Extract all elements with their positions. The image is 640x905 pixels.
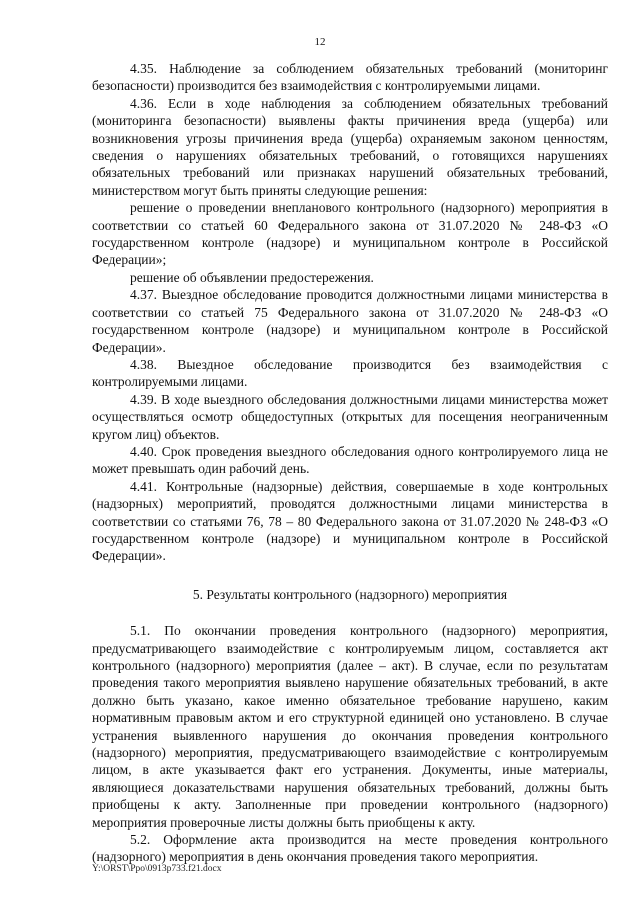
page-number: 12 <box>314 36 326 48</box>
paragraph-4-36: 4.36. Если в ходе наблюдения за соблюдением обязательных требований (мониторинга безопасности) выявлены факты причинения вреда (ущерба) или возникновения угрозы причинения вреда (ущерба) охраняемым законом ценностям, сведения о нарушениях обязательных требований, о готовящихся нарушениях обязательных требований или признаках нарушений обязательных требований, министерством могут быть приняты следующие решения: <box>92 95 608 198</box>
footer-file-path: Y:\ORST\Ppo\0913p733.f21.docx <box>92 864 222 874</box>
section-heading: 5. Результаты контрольного (надзорного) мероприятия <box>192 586 508 602</box>
paragraph-4-35: 4.35. Наблюдение за соблюдением обязательных требований (мониторинг безопасности) производится без взаимодействия с контролируемыми лицами. <box>92 61 608 94</box>
decision-item-inspection: решение о проведении внепланового контрольного (надзорного) мероприятия в соответствии со статьей 60 Федерального закона от 31.07.2020 № 248-ФЗ «О государственном контроле (надзоре) и муниципальном контроле в Российской Федерации»; <box>92 200 608 268</box>
document-body <box>92 60 608 866</box>
paragraph-5-1: 5.1. По окончании проведения контрольного (надзорного) мероприятия, предусматривающего взаимодействие с контролируемым лицом, составляется акт контрольного (надзорного) мероприятия (далее – акт). В случае, если по результатам проведения такого мероприятия выявлено нарушение обязательных требований, в акте должно быть указано, какое именно обязательное требование нарушено, каким нормативным правовым актом и его структурной единицей оно установлено. В случае устранения выявленного нарушения до окончания проведения контрольного (надзорного) мероприятия, предусматривающего взаимодействие с контролируемым лицом, в акте указывается факт его устранения. Документы, иные материалы, являющиеся доказательствами нарушения обязательных требований, должны быть приобщены к акту. Заполненные при проведении контрольного (надзорного) мероприятия проверочные листы должны быть приобщены к акту. <box>92 623 608 830</box>
paragraph-5-2: 5.2. Оформление акта производится на месте проведения контрольного (надзорного) мероприятия в день окончания проведения такого мероприятия. <box>92 832 608 865</box>
decision-item-warning: решение об объявлении предостережения. <box>130 269 374 285</box>
paragraph-4-41: 4.41. Контрольные (надзорные) действия, совершаемые в ходе контрольных (надзорных) мероприятий, проводятся должностными лицами министерства в соответствии со статьями 76, 78 – 80 Федерального закона от 31.07.2020 № 248-ФЗ «О государственном контроле (надзоре) и муниципальном контроле в Российской Федерации». <box>92 478 608 564</box>
paragraph-4-39: 4.39. В ходе выездного обследования должностными лицами министерства может осуществляться осмотр общедоступных (открытых для посещения неограниченным кругом лиц) объектов. <box>92 391 608 442</box>
paragraph-4-40: 4.40. Срок проведения выездного обследования одного контролируемого лица не может превышать один рабочий день. <box>92 443 608 477</box>
paragraph-4-37: 4.37. Выездное обследование проводится должностными лицами министерства в соответствии со статьей 75 Федерального закона от 31.07.2020 № 248-ФЗ «О государственном контроле (надзоре) и муниципальном контроле в Российской Федерации». <box>92 287 608 355</box>
paragraph-4-38: 4.38. Выездное обследование производится без взаимодействия с контролируемыми лицами. <box>92 356 608 390</box>
